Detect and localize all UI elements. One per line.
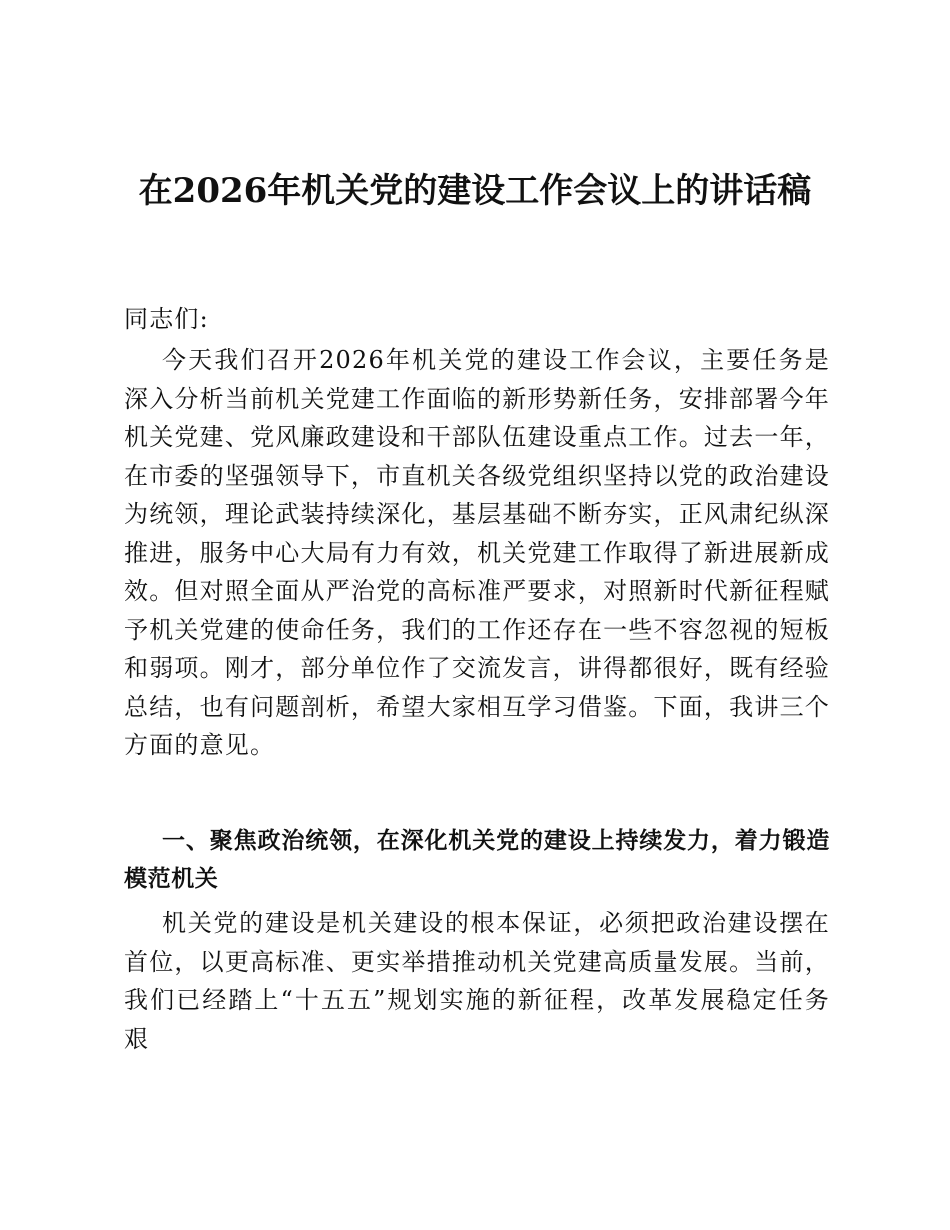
salutation: 同志们:: [124, 305, 209, 333]
paragraph-intro: 今天我们召开2026年机关党的建设工作会议，主要任务是深入分析当前机关党建工作面临的新形势新任务，安排部署今年机关党建、党风廉政建设和干部队伍建设重点工作。过去一年，在市委的坚强领导下，市直机关各级党组织坚持以党的政治建设为统领，理论武装持续深化，基层基础不断夯实，正风肃纪纵深推进，服务中心大局有力有效，机关党建工作取得了新进展新成效。但对照全面从严治党的高标准严要求，对照新时代新征程赋予机关党建的使命任务，我们的工作还存在一些不容忽视的短板和弱项。刚才，部分单位作了交流发言，讲得都很好，既有经验总结，也有问题剖析，希望大家相互学习借鉴。下面，我讲三个方面的意见。: [124, 346, 830, 759]
document-title: 在2026年机关党的建设工作会议上的讲话稿: [138, 171, 812, 211]
section-heading-1: 一、聚焦政治统领，在深化机关党的建设上持续发力，着力锻造模范机关: [124, 828, 830, 892]
paragraph-section-1: 机关党的建设是机关建设的根本保证，必须把政治建设摆在首位，以更高标准、更实举措推动机关党建高质量发展。当前，我们已经踏上“十五五”规划实施的新征程，改革发展稳定任务艰: [124, 909, 830, 1053]
